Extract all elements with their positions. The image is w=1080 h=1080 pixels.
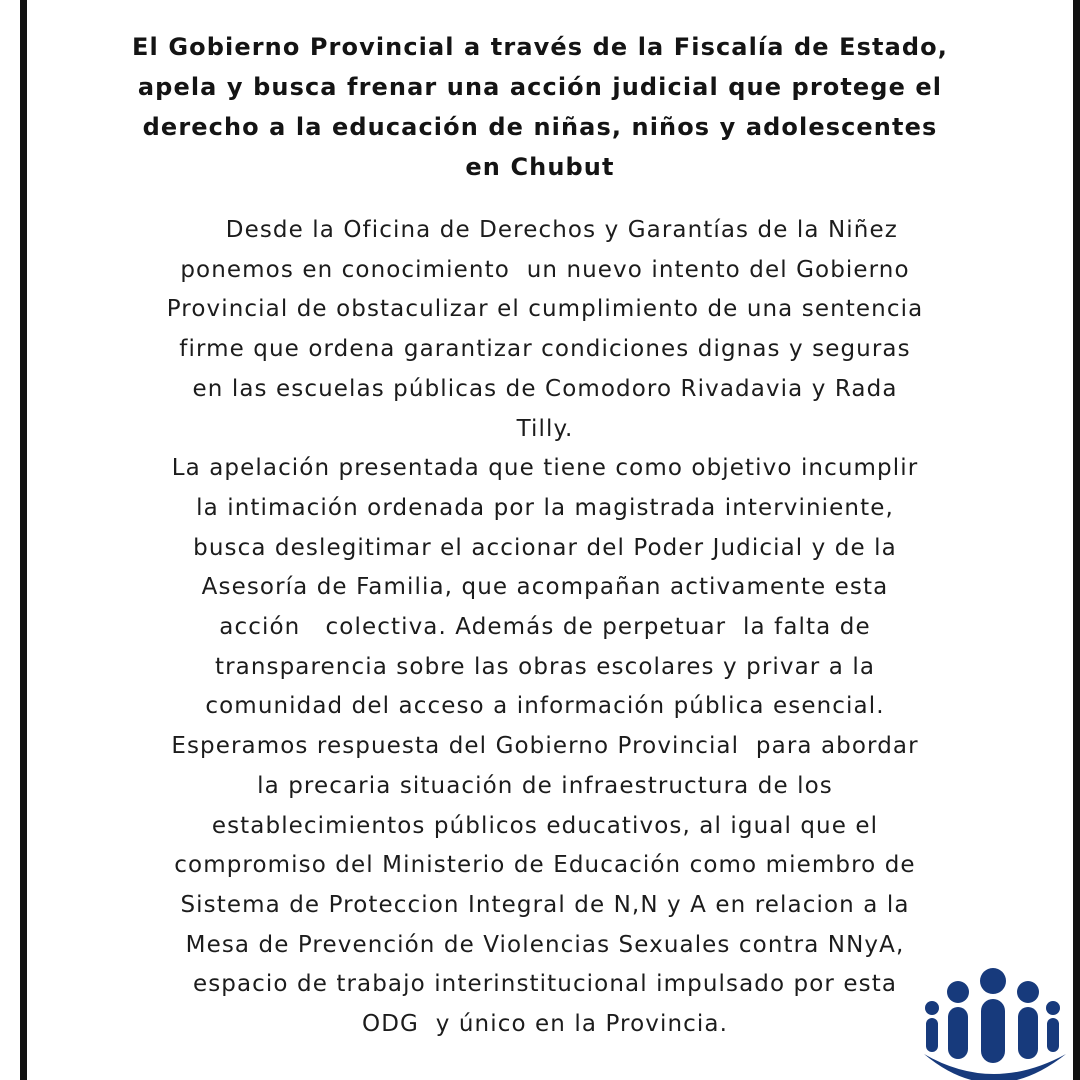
body-line: comunidad del acceso a información pública esencial. [205,693,885,720]
body-line: ODG y único en la Provincia. [362,1011,728,1038]
body-line: La apelación presentada que tiene como objetivo incumplir [171,455,919,482]
body-line: Esperamos respuesta del Gobierno Provincial para abordar [171,733,919,760]
headline-line: apela y busca frenar una acción judicial que protege el [137,73,943,101]
body-line: busca deslegitimar el accionar del Poder Judicial y de la [193,534,897,561]
body-line: espacio de trabajo interinstitucional impulsado por esta [192,971,898,998]
right-border [1073,0,1080,1080]
body-line: Mesa de Prevención de Violencias Sexuales contra NNyA, [185,931,905,958]
body-line: firme que ordena garantizar condiciones dignas y seguras [179,336,911,363]
headline [100,27,980,187]
logo-shape [924,968,1066,1080]
body-line: acción colectiva. Además de perpetuar la falta de [219,614,871,641]
body-text [100,211,990,1045]
people-group-logo-icon [920,962,1080,1080]
body-line: la intimación ordenada por la magistrada interviniente, [196,494,894,521]
body-line: Asesoría de Familia, que acompañan activamente esta [201,574,889,601]
body-line: Desde la Oficina de Derechos y Garantías de la Niñez [192,217,898,243]
body-line: la precaria situación de infraestructura de los [257,772,833,799]
body-line: Sistema de Proteccion Integral de N,N y A en relacion a la [180,891,910,918]
body-line: transparencia sobre las obras escolares y privar a la [214,653,876,680]
headline-line: derecho a la educación de niñas, niños y adolescentes [142,113,938,141]
headline-line: El Gobierno Provincial a través de la Fiscalía de Estado, [132,33,948,61]
body-line: ponemos en conocimiento un nuevo intento del Gobierno [180,256,910,283]
body-line: en las escuelas públicas de Comodoro Rivadavia y Rada [192,375,898,402]
body-line: Tilly. [516,415,574,442]
body-line: establecimientos públicos educativos, al igual que el [211,812,879,839]
left-border [20,0,27,1080]
headline-line: en Chubut [465,153,615,181]
body-line: compromiso del Ministerio de Educación como miembro de [174,852,916,879]
body-line: Provincial de obstaculizar el cumplimiento de una sentencia [166,296,924,323]
